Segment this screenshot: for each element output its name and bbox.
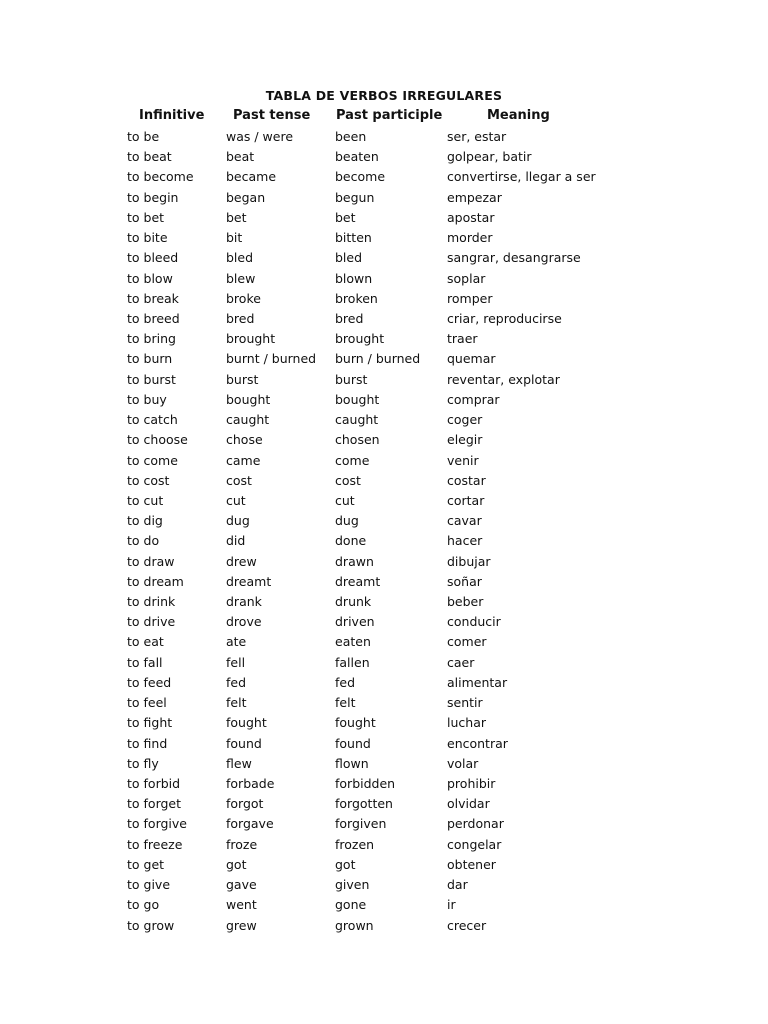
- table-row: [0, 754, 768, 774]
- cell-past-participle: fought: [335, 715, 376, 731]
- cell-infinitive: to bleed: [127, 250, 179, 266]
- cell-meaning: comprar: [447, 391, 500, 407]
- cell-past-tense: got: [226, 856, 247, 872]
- table-row: [0, 653, 768, 673]
- cell-past-participle: chosen: [335, 432, 380, 448]
- cell-past-tense: found: [226, 735, 262, 751]
- cell-meaning: traer: [447, 331, 478, 347]
- table-row: [0, 835, 768, 855]
- cell-past-participle: grown: [335, 917, 374, 933]
- cell-meaning: obtener: [447, 856, 496, 872]
- cell-infinitive: to become: [127, 169, 194, 185]
- cell-infinitive: to break: [127, 290, 179, 306]
- table-row: [0, 451, 768, 471]
- cell-past-participle: bled: [335, 250, 363, 266]
- table-row: [0, 875, 768, 895]
- column-header-past-participle: Past participle: [336, 108, 443, 123]
- cell-past-participle: come: [335, 452, 370, 468]
- table-row: [0, 167, 768, 187]
- cell-past-tense: gave: [226, 877, 257, 893]
- cell-meaning: soplar: [447, 270, 486, 286]
- cell-past-participle: beaten: [335, 149, 379, 165]
- table-row: [0, 248, 768, 268]
- cell-infinitive: to bite: [127, 230, 168, 246]
- cell-past-tense: was / were: [226, 129, 294, 144]
- cell-meaning: volar: [447, 755, 479, 771]
- table-row: [0, 511, 768, 531]
- cell-infinitive: to bet: [127, 209, 165, 225]
- cell-past-participle: forgiven: [335, 816, 387, 832]
- cell-meaning: comer: [447, 634, 487, 650]
- cell-past-participle: blown: [335, 270, 373, 286]
- cell-infinitive: to forget: [127, 796, 182, 812]
- cell-past-participle: bred: [335, 310, 364, 326]
- cell-past-tense: chose: [226, 432, 263, 448]
- table-row: [0, 329, 768, 349]
- cell-past-tense: began: [226, 189, 266, 205]
- cell-past-participle: eaten: [335, 634, 371, 650]
- table-row: [0, 309, 768, 329]
- cell-past-tense: drove: [226, 614, 262, 630]
- cell-infinitive: to beat: [127, 149, 172, 165]
- cell-meaning: caer: [447, 654, 475, 670]
- table-row: [0, 632, 768, 652]
- cell-past-participle: cut: [335, 492, 355, 508]
- table-row: [0, 208, 768, 228]
- cell-past-participle: been: [335, 129, 367, 144]
- cell-past-tense: went: [226, 897, 257, 913]
- cell-past-participle: done: [335, 533, 367, 549]
- cell-meaning: sangrar, desangrarse: [447, 250, 581, 266]
- table-row: [0, 572, 768, 592]
- cell-meaning: criar, reproducirse: [447, 310, 562, 326]
- cell-past-tense: dreamt: [226, 573, 272, 589]
- cell-infinitive: to buy: [127, 391, 167, 407]
- table-row: [0, 855, 768, 875]
- cell-past-tense: dug: [226, 513, 250, 529]
- table-row: [0, 147, 768, 167]
- cell-past-tense: ate: [226, 634, 247, 650]
- cell-past-tense: burnt / burned: [226, 351, 317, 367]
- cell-infinitive: to find: [127, 735, 168, 751]
- cell-meaning: reventar, explotar: [447, 371, 560, 387]
- cell-past-tense: drank: [226, 594, 262, 610]
- cell-past-tense: forgot: [226, 796, 264, 812]
- cell-past-tense: cost: [226, 472, 252, 488]
- cell-infinitive: to eat: [127, 634, 164, 650]
- cell-meaning: luchar: [447, 715, 486, 731]
- table-row: [0, 390, 768, 410]
- cell-past-tense: bought: [226, 391, 271, 407]
- cell-past-participle: got: [335, 856, 356, 872]
- cell-past-participle: caught: [335, 412, 379, 428]
- cell-past-participle: bet: [335, 209, 356, 225]
- cell-past-tense: fought: [226, 715, 267, 731]
- cell-past-participle: dug: [335, 513, 359, 529]
- cell-past-tense: beat: [226, 149, 255, 165]
- cell-past-participle: brought: [335, 331, 385, 347]
- cell-infinitive: to draw: [127, 553, 175, 569]
- table-row: [0, 916, 768, 936]
- cell-meaning: convertirse, llegar a ser: [447, 169, 596, 185]
- cell-past-participle: found: [335, 735, 371, 751]
- table-row: [0, 612, 768, 632]
- cell-infinitive: to bring: [127, 331, 176, 347]
- cell-meaning: dibujar: [447, 553, 491, 569]
- table-row: [0, 673, 768, 693]
- cell-past-tense: forgave: [226, 816, 274, 832]
- cell-past-participle: frozen: [335, 836, 375, 852]
- cell-infinitive: to choose: [127, 432, 188, 448]
- cell-infinitive: to dig: [127, 513, 163, 529]
- table-row: [0, 794, 768, 814]
- cell-meaning: crecer: [447, 917, 487, 933]
- cell-meaning: soñar: [447, 573, 482, 589]
- table-row: [0, 713, 768, 733]
- cell-infinitive: to burn: [127, 351, 173, 367]
- cell-infinitive: to feed: [127, 674, 172, 690]
- table-row: [0, 814, 768, 834]
- cell-infinitive: to cost: [127, 472, 170, 488]
- cell-past-participle: fed: [335, 674, 356, 690]
- cell-infinitive: to be: [127, 129, 160, 144]
- cell-infinitive: to get: [127, 856, 165, 872]
- cell-past-tense: fed: [226, 674, 247, 690]
- cell-meaning: dar: [447, 877, 468, 893]
- cell-infinitive: to forgive: [127, 816, 187, 832]
- cell-past-participle: broken: [335, 290, 378, 306]
- cell-meaning: prohibir: [447, 776, 496, 791]
- cell-past-participle: felt: [335, 695, 356, 711]
- cell-infinitive: to fly: [127, 755, 159, 771]
- cell-past-tense: caught: [226, 412, 270, 428]
- verb-table-body: [0, 127, 768, 936]
- cell-meaning: coger: [447, 412, 483, 428]
- cell-past-tense: flew: [226, 755, 252, 771]
- cell-past-tense: bit: [226, 230, 243, 246]
- cell-meaning: costar: [447, 472, 486, 488]
- cell-past-participle: drawn: [335, 553, 374, 569]
- cell-meaning: apostar: [447, 209, 495, 225]
- cell-infinitive: to drive: [127, 614, 176, 630]
- cell-infinitive: to forbid: [127, 776, 181, 791]
- cell-meaning: congelar: [447, 836, 502, 852]
- table-row: [0, 693, 768, 713]
- cell-meaning: ir: [447, 897, 456, 913]
- cell-infinitive: to fight: [127, 715, 173, 731]
- cell-meaning: hacer: [447, 533, 483, 549]
- cell-infinitive: to grow: [127, 917, 175, 933]
- cell-past-participle: forgotten: [335, 796, 393, 812]
- cell-past-tense: broke: [226, 290, 261, 306]
- cell-infinitive: to begin: [127, 189, 179, 205]
- cell-past-participle: flown: [335, 755, 369, 771]
- cell-past-tense: grew: [226, 917, 257, 933]
- cell-infinitive: to cut: [127, 492, 164, 508]
- table-row: [0, 531, 768, 551]
- cell-meaning: cortar: [447, 492, 485, 508]
- cell-meaning: cavar: [447, 513, 482, 529]
- cell-infinitive: to breed: [127, 310, 180, 326]
- cell-past-tense: burst: [226, 371, 259, 387]
- table-row: [0, 491, 768, 511]
- cell-infinitive: to do: [127, 533, 160, 549]
- cell-meaning: elegir: [447, 432, 483, 448]
- table-header: [0, 108, 768, 126]
- table-row: [0, 269, 768, 289]
- table-row: [0, 289, 768, 309]
- cell-infinitive: to go: [127, 897, 160, 913]
- table-row: [0, 471, 768, 491]
- cell-past-participle: begun: [335, 189, 375, 205]
- cell-past-participle: cost: [335, 472, 361, 488]
- cell-past-tense: did: [226, 533, 246, 549]
- cell-past-participle: bitten: [335, 230, 372, 246]
- table-row: [0, 592, 768, 612]
- cell-meaning: olvidar: [447, 796, 490, 812]
- cell-infinitive: to give: [127, 877, 171, 893]
- cell-meaning: alimentar: [447, 674, 508, 690]
- cell-meaning: golpear, batir: [447, 149, 532, 165]
- cell-infinitive: to fall: [127, 654, 163, 670]
- table-row: [0, 895, 768, 915]
- cell-past-participle: drunk: [335, 594, 372, 610]
- cell-past-tense: blew: [226, 270, 256, 286]
- cell-past-tense: became: [226, 169, 277, 185]
- cell-infinitive: to dream: [127, 573, 184, 589]
- table-row: [0, 430, 768, 450]
- table-row: [0, 188, 768, 208]
- cell-past-tense: felt: [226, 695, 247, 711]
- cell-past-tense: bled: [226, 250, 254, 266]
- cell-meaning: empezar: [447, 189, 502, 205]
- column-header-infinitive: Infinitive: [139, 108, 205, 123]
- cell-meaning: encontrar: [447, 735, 508, 751]
- cell-meaning: venir: [447, 452, 479, 468]
- table-row: [0, 228, 768, 248]
- cell-past-tense: came: [226, 452, 261, 468]
- cell-meaning: beber: [447, 594, 484, 610]
- cell-meaning: quemar: [447, 351, 496, 367]
- cell-past-tense: cut: [226, 492, 246, 508]
- cell-past-tense: bet: [226, 209, 247, 225]
- cell-past-tense: bred: [226, 310, 255, 326]
- table-row: [0, 774, 768, 794]
- document-title: TABLA DE VERBOS IRREGULARES: [265, 88, 503, 103]
- cell-past-participle: given: [335, 877, 370, 893]
- cell-past-tense: brought: [226, 331, 276, 347]
- cell-infinitive: to feel: [127, 695, 167, 711]
- cell-past-tense: froze: [226, 836, 258, 852]
- table-row: [0, 127, 768, 147]
- cell-past-participle: bought: [335, 391, 380, 407]
- cell-meaning: conducir: [447, 614, 501, 630]
- cell-past-participle: gone: [335, 897, 367, 913]
- cell-past-tense: forbade: [226, 776, 275, 791]
- cell-meaning: perdonar: [447, 816, 504, 832]
- table-row: [0, 349, 768, 369]
- cell-past-tense: fell: [226, 654, 246, 670]
- cell-past-participle: dreamt: [335, 573, 381, 589]
- cell-past-participle: burn / burned: [335, 351, 421, 367]
- cell-past-participle: become: [335, 169, 386, 185]
- column-header-past-tense: Past tense: [233, 108, 311, 123]
- table-row: [0, 410, 768, 430]
- table-row: [0, 552, 768, 572]
- cell-infinitive: to catch: [127, 412, 178, 428]
- cell-meaning: sentir: [447, 695, 483, 711]
- cell-past-participle: fallen: [335, 654, 370, 670]
- cell-infinitive: to freeze: [127, 836, 183, 852]
- column-header-meaning: Meaning: [487, 108, 550, 123]
- cell-past-tense: drew: [226, 553, 257, 569]
- cell-infinitive: to blow: [127, 270, 173, 286]
- cell-infinitive: to burst: [127, 371, 176, 387]
- cell-past-participle: driven: [335, 614, 375, 630]
- table-row: [0, 734, 768, 754]
- cell-infinitive: to come: [127, 452, 178, 468]
- table-row: [0, 370, 768, 390]
- cell-infinitive: to drink: [127, 594, 176, 610]
- cell-meaning: morder: [447, 230, 493, 246]
- cell-past-participle: forbidden: [335, 776, 396, 791]
- cell-past-participle: burst: [335, 371, 368, 387]
- cell-meaning: ser, estar: [447, 129, 507, 144]
- cell-meaning: romper: [447, 290, 493, 306]
